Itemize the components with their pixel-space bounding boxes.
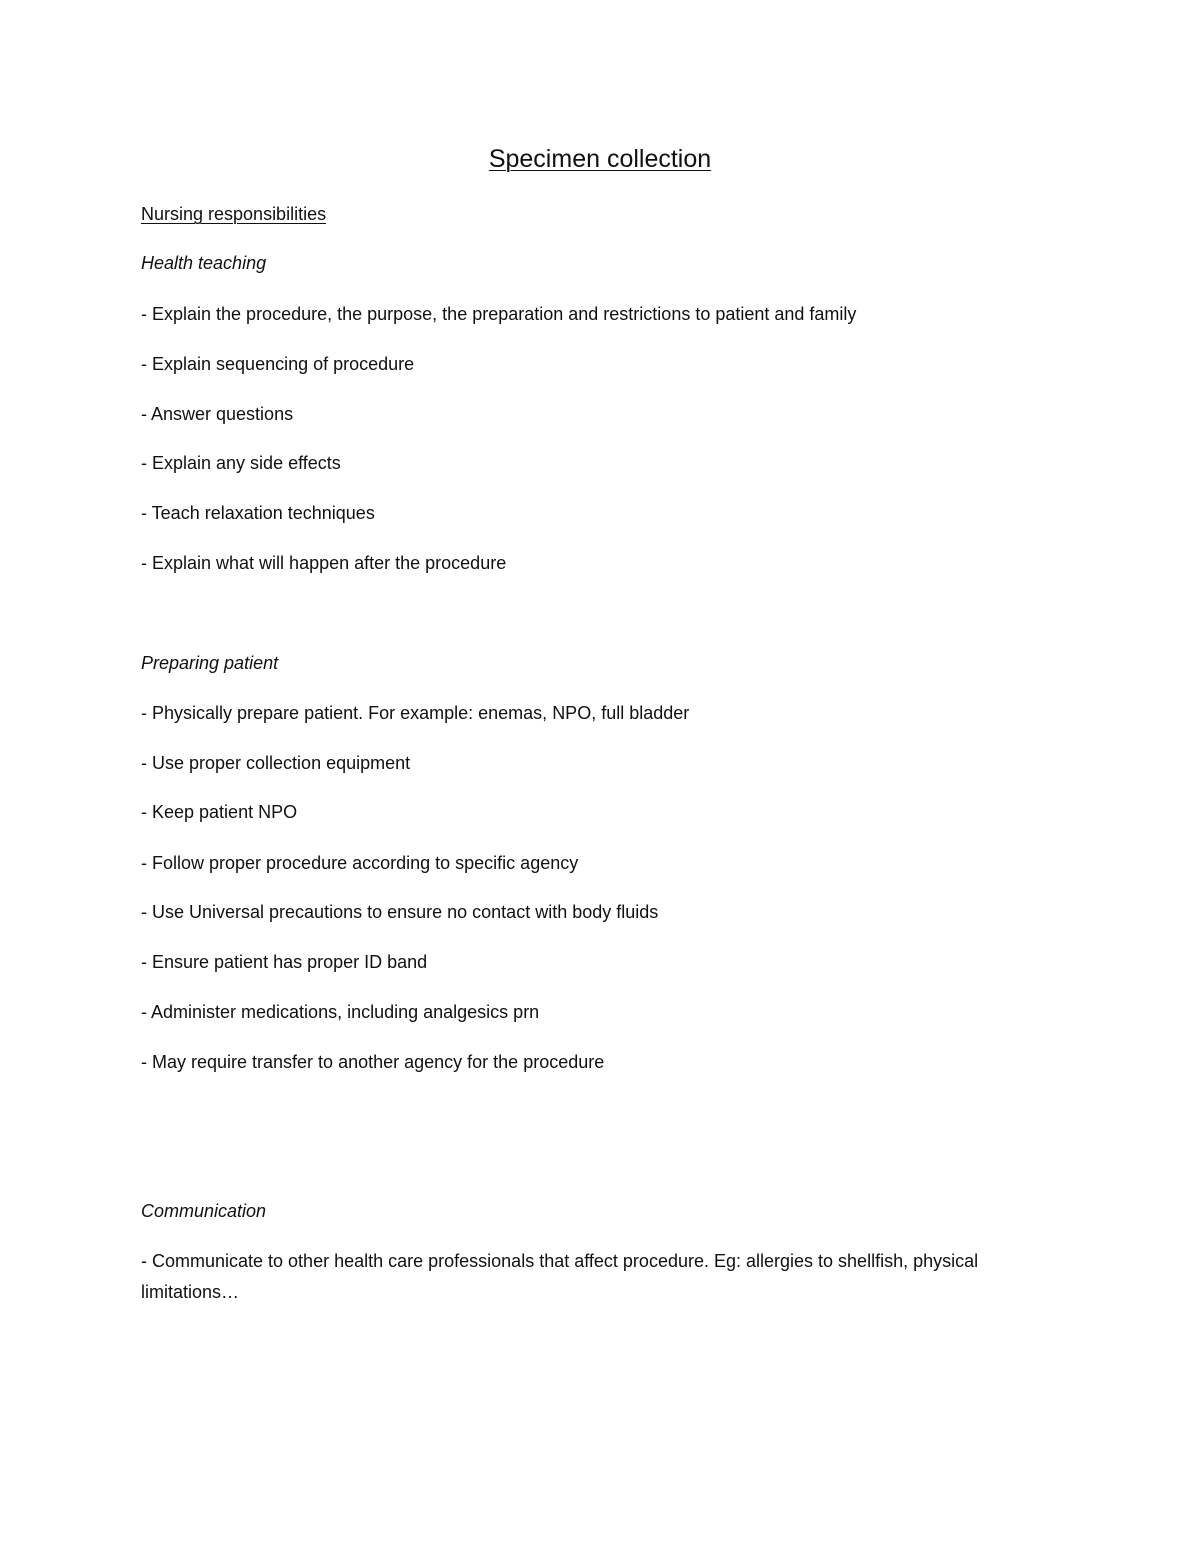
list-item: - Use proper collection equipment [141, 753, 411, 773]
list-item: - Physically prepare patient. For example: enemas, NPO, full bladder [141, 703, 690, 723]
list-item: - Explain what will happen after the procedure [141, 553, 507, 573]
list-item: - Explain any side effects [141, 453, 341, 473]
page-title: Specimen collection [488, 145, 712, 173]
list-item: - Answer questions [141, 404, 294, 424]
list-item: - Teach relaxation techniques [141, 503, 375, 523]
list-item: - Administer medications, including analgesics prn [141, 1002, 540, 1022]
section-heading: Nursing responsibilities [141, 204, 327, 224]
health-teaching-heading: Health teaching [141, 253, 267, 273]
list-item: - Explain the procedure, the purpose, the preparation and restrictions to patient and family [141, 304, 857, 324]
list-item: - Follow proper procedure according to specific agency [141, 853, 579, 873]
list-item: - Ensure patient has proper ID band [141, 952, 428, 972]
list-item: - Use Universal precautions to ensure no contact with body fluids [141, 902, 659, 922]
preparing-patient-heading: Preparing patient [141, 653, 279, 673]
list-item: - Explain sequencing of procedure [141, 354, 415, 374]
list-item: - Keep patient NPO [141, 802, 298, 822]
list-item: - Communicate to other health care professionals that affect procedure. Eg: allergies to shellfish, physical limitations… [141, 1251, 979, 1302]
list-item: - May require transfer to another agency for the procedure [141, 1052, 605, 1072]
communication-heading: Communication [141, 1201, 267, 1221]
